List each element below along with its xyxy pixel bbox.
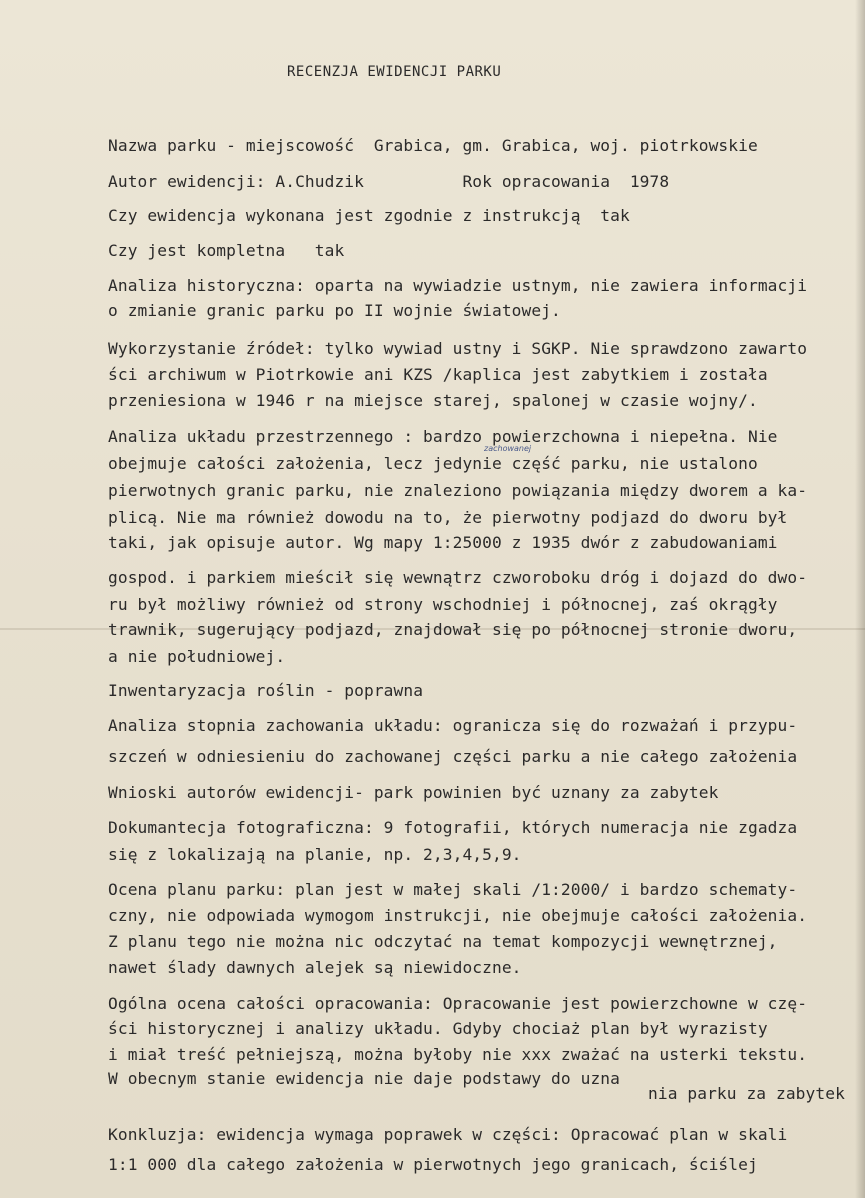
text-line: przeniesiona w 1946 r na miejsce starej, spalonej w czasie wojny/.	[108, 391, 758, 410]
text-line: się z lokalizają na planie, np. 2,3,4,5,9.	[108, 845, 522, 864]
text-line: Czy ewidencja wykonana jest zgodnie z instrukcją tak	[108, 206, 630, 225]
text-line: Konkluzja: ewidencja wymaga poprawek w części: Opracować plan w skali	[108, 1125, 788, 1144]
paper-edge-shadow	[855, 0, 865, 1198]
text-line: taki, jak opisuje autor. Wg mapy 1:25000 z 1935 dwór z zabudowaniami	[108, 533, 778, 552]
text-line: pierwotnych granic parku, nie znaleziono powiązania między dworem a ka-	[108, 481, 808, 500]
text-line: Wnioski autorów ewidencji- park powinien być uznany za zabytek	[108, 783, 719, 802]
text-line: plicą. Nie ma również dowodu na to, że pierwotny podjazd do dworu był	[108, 508, 788, 527]
text-line: Inwentaryzacja roślin - poprawna	[108, 681, 424, 700]
text-line: Autor ewidencji: A.Chudzik Rok opracowania 1978	[108, 172, 670, 191]
text-line: ści historycznej i analizy układu. Gdyby chociaż plan był wyrazisty	[108, 1019, 768, 1038]
text-line: i miał treść pełniejszą, można byłoby nie xxx zważać na usterki tekstu.	[108, 1045, 808, 1064]
text-line: Ogólna ocena całości opracowania: Opracowanie jest powierzchowne w czę-	[108, 994, 808, 1013]
text-line: szczeń w odniesieniu do zachowanej części parku a nie całego założenia	[108, 747, 798, 766]
text-line: W obecnym stanie ewidencja nie daje podstawy do uzna	[108, 1069, 620, 1088]
text-line: trawnik, sugerujący podjazd, znajdował się po północnej stronie dworu,	[108, 620, 798, 639]
text-line: Z planu tego nie można nic odczytać na temat kompozycji wewnętrznej,	[108, 932, 778, 951]
text-line: obejmuje całości założenia, lecz jedynie część parku, nie ustalono	[108, 454, 758, 473]
text-line: o zmianie granic parku po II wojnie światowej.	[108, 301, 561, 320]
text-line: czny, nie odpowiada wymogom instrukcji, nie obejmuje całości założenia.	[108, 906, 808, 925]
text-line: a nie południowej.	[108, 647, 286, 666]
text-line: ści archiwum w Piotrkowie ani KZS /kaplica jest zabytkiem i została	[108, 365, 768, 384]
text-line: Ocena planu parku: plan jest w małej skali /1:2000/ i bardzo schematy-	[108, 880, 798, 899]
text-line: Czy jest kompletna tak	[108, 241, 345, 260]
text-line: ru był możliwy również od strony wschodniej i północnej, zaś okrągły	[108, 595, 778, 614]
text-line: Wykorzystanie źródeł: tylko wywiad ustny i SGKP. Nie sprawdzono zawarto	[108, 339, 808, 358]
handwritten-note: zachowanej	[484, 444, 532, 453]
text-line: Analiza stopnia zachowania układu: ogranicza się do rozważań i przypu-	[108, 716, 798, 735]
text-line: Analiza układu przestrzennego : bardzo powierzchowna i niepełna. Nie	[108, 427, 778, 446]
text-line: nawet ślady dawnych alejek są niewidoczne.	[108, 958, 522, 977]
text-line: Nazwa parku - miejscowość Grabica, gm. Grabica, woj. piotrkowskie	[108, 136, 758, 155]
text-line: Analiza historyczna: oparta na wywiadzie ustnym, nie zawiera informacji	[108, 276, 808, 295]
text-line-continuation: nia parku za zabytek	[648, 1084, 845, 1103]
document-title: RECENZJA EWIDENCJI PARKU	[287, 64, 502, 80]
text-line: gospod. i parkiem mieścił się wewnątrz czworoboku dróg i dojazd do dwo-	[108, 568, 808, 587]
text-line: Dokumantecja fotograficzna: 9 fotografii, których numeracja nie zgadza	[108, 818, 798, 837]
text-line: 1:1 000 dla całego założenia w pierwotnych jego granicach, ściślej	[108, 1155, 758, 1174]
